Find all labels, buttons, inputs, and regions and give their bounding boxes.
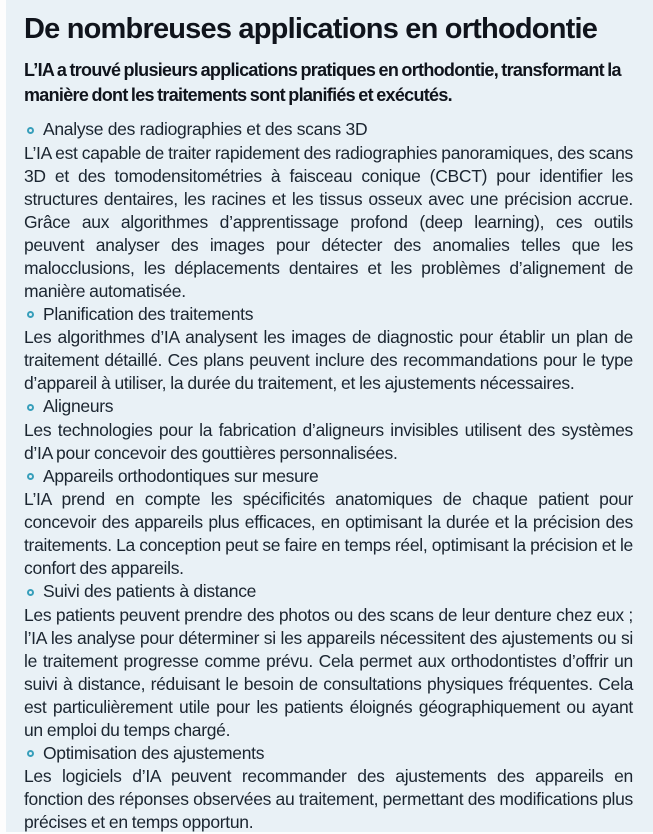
section-aligneurs [24, 395, 633, 465]
section-heading-label: Planification des traitements [43, 303, 254, 324]
bullet-icon [27, 750, 34, 757]
section-heading-label: Suivi des patients à distance [43, 581, 257, 602]
section-heading [24, 465, 633, 489]
section-heading [24, 303, 633, 327]
bullet-icon [27, 311, 34, 318]
section-heading-label: Aligneurs [43, 396, 114, 417]
section-heading [24, 395, 633, 419]
article-panel [6, 0, 653, 832]
bullet-icon [27, 473, 34, 480]
section-body: Les technologies pour la fabrication d’aligneurs invisibles utilisent des systèmes d’IA pour concevoir des gouttières personnalisées. [24, 419, 633, 463]
section-body: L’IA prend en compte les spécificités anatomiques de chaque patient pour concevoir des appareils plus efficaces, en optimisant la durée et la précision des traitements. La conception peut se faire en temps réel, optimisant la précision et le confort des appareils. [24, 489, 633, 579]
section-heading [24, 118, 633, 142]
section-body: L’IA est capable de traiter rapidement des radiographies panoramiques, des scans 3D et des tomodensitométries à faisceau conique (CBCT) pour identifier les structures dentaires, les racines et les tissus osseux avec une précision accrue. Grâce aux algorithmes d’apprentissage profond (deep learning), ces outils peuvent analyser des images pour détecter des anomalies telles que les malocclusions, les déplacements dentaires et les problèmes d’alignement de manière automatisée. [24, 142, 633, 301]
section-heading-label: Optimisation des ajustements [43, 742, 265, 763]
bullet-icon [27, 127, 34, 134]
section-heading-label: Appareils orthodontiques sur mesure [43, 465, 319, 486]
section-planification [24, 303, 633, 396]
section-heading [24, 580, 633, 604]
intro-text: L’IA a trouvé plusieurs applications pratiques en orthodontie, transformant la manière dont les traitements sont planifiés et exécutés. [24, 60, 621, 106]
section-suivi-distance [24, 580, 633, 742]
section-body: Les algorithmes d’IA analysent les images de diagnostic pour établir un plan de traitement détaillé. Ces plans peuvent inclure des recommandations pour le type d’appareil à utiliser, la durée du traitement, et les ajustements nécessaires. [24, 327, 633, 394]
section-analyse-radiographies [24, 118, 633, 303]
section-body: Les patients peuvent prendre des photos ou des scans de leur denture chez eux ; l’IA les analyse pour déterminer si les appareils nécessitent des ajustements ou si le traitement progresse comme prévu. Cela permet aux orthodontistes d’offrir un suivi à distance, réduisant le besoin de consultations physiques fréquentes. Cela est particulièrement utile pour les patients éloignés géographiquement ou ayant un emploi du temps chargé. [24, 604, 633, 740]
section-heading [24, 742, 633, 766]
section-heading-label: Analyse des radiographies et des scans 3D [43, 119, 368, 140]
bullet-icon [27, 589, 34, 596]
section-optimisation-ajustements [24, 742, 633, 834]
section-appareils-sur-mesure [24, 465, 633, 581]
bullet-icon [27, 404, 34, 411]
section-body: Les logiciels d’IA peuvent recommander des ajustements des appareils en fonction des réponses observées au traitement, permettant des modifications plus précises et en temps opportun. [24, 766, 633, 833]
page-title: De nombreuses applications en orthodontie [24, 13, 598, 45]
